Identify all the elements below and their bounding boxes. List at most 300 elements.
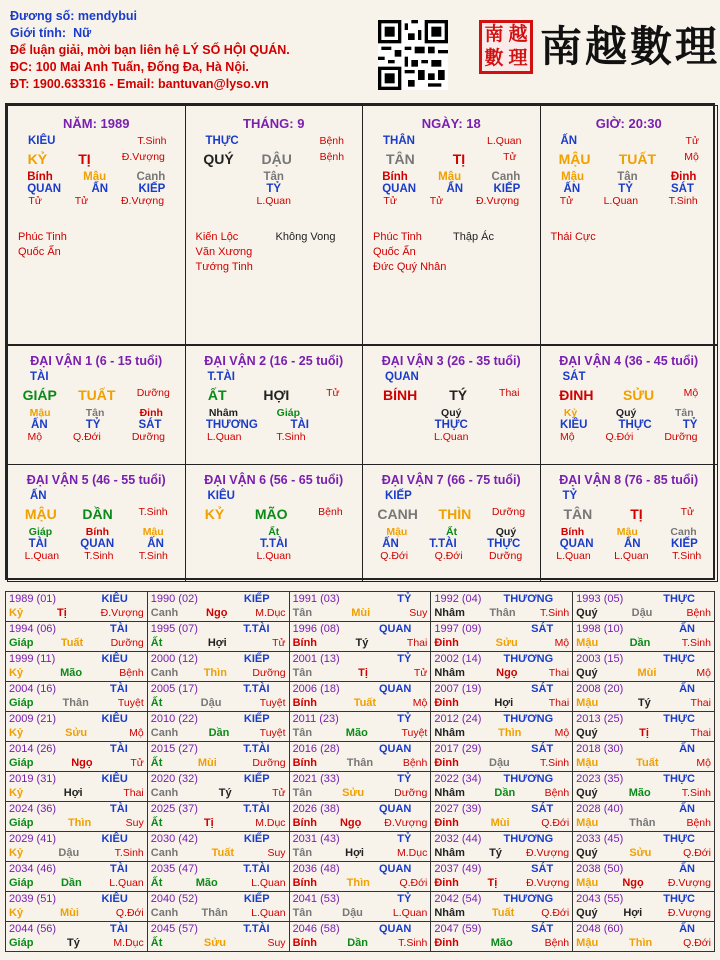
year-branch: Thìn [629, 937, 653, 949]
year-label: 2036 (48) [292, 863, 340, 875]
year-row [6, 772, 715, 802]
daivan-top [541, 490, 718, 502]
year-cell-bottom [151, 786, 286, 800]
year-cell-top [9, 922, 144, 936]
year-stem: Tân [292, 667, 313, 679]
year-stem: Bính [292, 877, 318, 889]
daivan-hidden-stem: Quý [441, 407, 462, 419]
daivan-god: TỶ [85, 419, 101, 431]
daivan-hidden-stem: Kỷ [563, 407, 578, 419]
year-stem: Nhâm [434, 727, 465, 739]
pillar-hidden-row [363, 171, 540, 183]
pillar-sub-row [541, 195, 718, 207]
year-label: 2032 (44) [434, 833, 482, 845]
year-label: 2043 (55) [576, 893, 624, 905]
year-god: T.TÀI [243, 683, 270, 695]
year-god: T.TÀI [243, 803, 270, 815]
year-cell [6, 862, 148, 892]
year-god: T.TÀI [243, 923, 270, 935]
daivan-top-god: ẤN [30, 490, 47, 502]
year-state: Tử [272, 787, 286, 799]
year-cell [431, 712, 573, 742]
year-label: 2018 (30) [576, 743, 624, 755]
year-cell-top [151, 772, 286, 786]
year-label: 2027 (39) [434, 803, 482, 815]
year-cell [289, 802, 431, 832]
pillar-extra: Không Vong [275, 231, 336, 243]
year-label: 2035 (47) [150, 863, 198, 875]
pillar-hidden-stem: Mậu [83, 171, 107, 183]
pillar-sub-row [363, 195, 540, 207]
pillar-box [362, 105, 541, 345]
pillar-top-state: Tử [685, 135, 699, 147]
year-cell-bottom [434, 636, 569, 650]
year-god: TÀI [110, 743, 128, 755]
year-god: QUAN [378, 803, 412, 815]
daivan-main-2: Thai [499, 387, 520, 399]
year-cell [147, 592, 289, 622]
year-stem: Mậu [576, 697, 599, 709]
daivan-sub-row [541, 550, 718, 562]
pillar-main-0: KỶ [27, 151, 48, 167]
year-stem: Canh [150, 727, 179, 739]
daivan-hidden-stem: Bính [85, 526, 110, 538]
daivan-top-god: QUAN [385, 371, 419, 383]
daivan-main-2: Bệnh [318, 506, 343, 518]
daivan-main-row [186, 387, 363, 403]
daivan-hidden-stem: Ất [268, 526, 280, 538]
daivan-sub-row [186, 550, 363, 562]
year-cell-bottom [9, 666, 144, 680]
daivan-hidden-stem: Giáp [28, 526, 53, 538]
year-branch: Hợi [207, 637, 227, 649]
year-cell-bottom [293, 846, 428, 860]
year-cell-top [293, 622, 428, 636]
year-cell-top [434, 712, 569, 726]
daivan-hidden-stem: Giáp [276, 407, 301, 419]
daivan-sub: L.Quan [24, 550, 60, 562]
year-branch: Mùi [59, 907, 79, 919]
year-label: 2006 (18) [292, 683, 340, 695]
year-cell-top [293, 682, 428, 696]
daivan-gods-row [186, 419, 363, 431]
year-state: M.Dục [113, 937, 144, 949]
daivan-main-2: T.Sinh [138, 506, 168, 518]
year-state: Tuyệt [117, 697, 144, 709]
star-item: Kiến Lộc [195, 231, 239, 243]
year-row [6, 652, 715, 682]
daivan-title: ĐẠI VẬN 8 (76 - 85 tuổi) [559, 473, 699, 487]
year-cell-top [151, 742, 286, 756]
daivan-box [540, 345, 719, 465]
daivan-top [186, 490, 363, 502]
year-god: T.TÀI [243, 863, 270, 875]
year-god: SÁT [531, 863, 554, 875]
year-cell [573, 592, 715, 622]
year-cell [147, 832, 289, 862]
year-god: ẤN [679, 923, 695, 935]
year-cell-bottom [576, 636, 711, 650]
daivan-hidden-row [8, 407, 185, 419]
year-cell-bottom [293, 906, 428, 920]
year-cell-bottom [9, 786, 144, 800]
daivan-sub: Q.Đới [73, 431, 101, 443]
year-god: SÁT [531, 683, 554, 695]
year-cell-bottom [576, 696, 711, 710]
year-label: 2044 (56) [9, 923, 57, 935]
year-label: 2004 (16) [9, 683, 57, 695]
year-god: THƯƠNG [503, 773, 554, 785]
year-cell [573, 832, 715, 862]
year-label: 2028 (40) [576, 803, 624, 815]
year-state: Bệnh [686, 817, 711, 829]
year-cell [147, 772, 289, 802]
year-god: TỶ [397, 773, 412, 785]
year-state: Tuyệt [401, 727, 428, 739]
pillar-box [185, 105, 364, 345]
year-god: THỰC [663, 653, 695, 665]
pillar-title: NĂM: 1989 [63, 116, 130, 131]
pillar-main-0: TÂN [385, 151, 415, 167]
year-state: Đ.Vượng [384, 817, 428, 829]
year-god: KIẾP [243, 833, 270, 845]
year-branch: Sửu [342, 787, 365, 799]
year-cell [6, 922, 148, 952]
year-branch: Mão [195, 877, 218, 889]
daivan-gods-row [541, 538, 718, 550]
year-god: THƯƠNG [503, 893, 554, 905]
year-cell-bottom [576, 846, 711, 860]
year-cell-top [576, 592, 711, 606]
year-state: Bệnh [402, 757, 428, 769]
year-branch: Mùi [637, 667, 657, 679]
daivan-god: QUAN [80, 538, 115, 550]
year-stem: Bính [292, 637, 318, 649]
year-god: THỰC [663, 893, 695, 905]
year-stem: Giáp [9, 877, 34, 889]
year-cell-top [151, 922, 286, 936]
year-branch: Tị [203, 817, 214, 829]
year-label: 1996 (08) [292, 623, 340, 635]
daivan-hidden-stem: Nhâm [208, 407, 239, 419]
daivan-top-god: KIẾP [385, 490, 412, 502]
year-stem: Nhâm [434, 907, 465, 919]
year-god: ẤN [679, 683, 695, 695]
year-cell-bottom [434, 816, 569, 830]
year-cell-bottom [151, 936, 286, 950]
pillar-sub-row [186, 195, 363, 207]
year-stem: Đinh [434, 697, 459, 709]
year-label: 2001 (13) [292, 653, 340, 665]
daivan-sub-row [186, 431, 363, 443]
year-stem: Tân [292, 607, 313, 619]
owner-name: Đương số: mendybui [10, 9, 137, 23]
year-label: 1998 (10) [576, 623, 624, 635]
year-stem: Quý [576, 607, 598, 619]
year-cell [289, 652, 431, 682]
year-cell [573, 922, 715, 952]
year-cell-bottom [151, 876, 286, 890]
daivan-sub-row [363, 431, 540, 443]
qr-code-icon [378, 20, 448, 90]
year-label: 2026 (38) [292, 803, 340, 815]
pillar-main-2: Bệnh [319, 151, 345, 163]
year-label: 2030 (42) [150, 833, 198, 845]
year-branch: Sửu [203, 937, 226, 949]
year-cell-bottom [576, 906, 711, 920]
year-cell [147, 862, 289, 892]
daivan-top-god: TÀI [30, 371, 49, 383]
daivan-sub-row [8, 431, 185, 443]
year-state: Dưỡng [252, 757, 286, 769]
year-state: Đ.Vượng [667, 907, 711, 919]
year-branch: Dần [347, 937, 368, 949]
year-state: Mộ [696, 667, 711, 679]
daivan-god: THƯƠNG [205, 419, 258, 431]
year-label: 2023 (35) [576, 773, 624, 785]
year-state: Q.Đới [683, 937, 711, 949]
year-label: 2048 (60) [576, 923, 624, 935]
year-branch: Tị [487, 877, 498, 889]
pillar-god: ẤN [563, 183, 581, 195]
year-cell [573, 862, 715, 892]
year-state: Q.Đới [541, 907, 570, 919]
year-branch: Thìn [346, 877, 370, 889]
year-cell-bottom [9, 726, 144, 740]
year-state: Suy [125, 817, 144, 829]
year-cell-bottom [434, 906, 569, 920]
year-god: KIÊU [101, 593, 128, 605]
daivan-main-row [541, 506, 718, 522]
star-item: Đức Quý Nhân [373, 261, 447, 273]
year-cell-top [293, 742, 428, 756]
year-state: Đ.Vượng [526, 847, 570, 859]
year-label: 1993 (05) [576, 593, 624, 605]
year-state: Q.Đới [399, 877, 428, 889]
year-stem: Canh [150, 607, 179, 619]
pillar-gods-row [8, 183, 185, 195]
year-stem: Canh [150, 667, 179, 679]
star-item: Quốc Ấn [18, 246, 61, 258]
daivan-main-1: THÌN [438, 506, 472, 522]
year-cell-top [9, 742, 144, 756]
daivan-hidden-stem: Ất [445, 526, 458, 538]
year-state: Bệnh [119, 667, 144, 679]
pillar-sub: L.Quan [603, 195, 639, 207]
year-cell-bottom [293, 816, 428, 830]
year-state: Tuyệt [259, 727, 286, 739]
daivan-title: ĐẠI VẬN 7 (66 - 75 tuổi) [381, 473, 521, 487]
year-cell [6, 622, 148, 652]
year-state: Q.Đới [683, 847, 711, 859]
year-cell-top [434, 772, 569, 786]
year-label: 2042 (54) [434, 893, 482, 905]
year-cell [289, 832, 431, 862]
pillar-stars [373, 230, 446, 275]
daivan-main-1: TUẤT [78, 387, 116, 403]
year-label: 2000 (12) [150, 653, 198, 665]
daivan-sub: L.Quan [256, 550, 291, 562]
year-cell [431, 892, 573, 922]
year-cell-top [293, 862, 428, 876]
year-stem: Đinh [434, 877, 459, 889]
year-branch: Mão [628, 787, 651, 799]
year-cell-bottom [151, 666, 286, 680]
year-god: QUAN [378, 743, 412, 755]
year-cell-bottom [151, 846, 286, 860]
daivan-sub-row [8, 550, 185, 562]
year-state: Bệnh [686, 607, 711, 619]
year-stem: Quý [576, 907, 598, 919]
year-label: 2011 (23) [292, 713, 339, 725]
year-cell-top [151, 712, 286, 726]
year-god: ẤN [679, 743, 695, 755]
daivan-main-row [8, 387, 185, 403]
year-god: THƯƠNG [503, 593, 554, 605]
daivan-title: ĐẠI VẬN 5 (46 - 55 tuổi) [26, 473, 166, 487]
year-cell-bottom [9, 876, 144, 890]
year-state: Suy [267, 847, 286, 859]
year-cell-bottom [434, 876, 569, 890]
year-stem: Canh [150, 907, 179, 919]
daivan-sub: L.Quan [206, 431, 242, 443]
year-cell-top [293, 832, 428, 846]
year-label: 2008 (20) [576, 683, 624, 695]
year-cell-top [434, 682, 569, 696]
year-branch: Thìn [203, 667, 227, 679]
year-label: 2025 (37) [150, 803, 198, 815]
year-state: Thai [690, 697, 711, 709]
year-cell-bottom [9, 846, 144, 860]
daivan-title: ĐẠI VẬN 3 (26 - 35 tuổi) [381, 354, 521, 368]
daivan-main-2: Tử [680, 506, 695, 518]
daivan-main-0: ĐINH [559, 387, 594, 403]
year-cell-bottom [151, 906, 286, 920]
year-cell-top [9, 592, 144, 606]
year-label: 1999 (11) [9, 653, 56, 665]
year-label: 1989 (01) [9, 593, 57, 605]
pillar-top-state: L.Quan [487, 135, 522, 147]
year-cell [147, 922, 289, 952]
year-cell-top [9, 892, 144, 906]
daivan-sub: Dưỡng [489, 550, 523, 562]
daivan-god: T.TÀI [429, 538, 457, 550]
year-god: KIÊU [101, 773, 128, 785]
pillar-main-2: Mộ [684, 151, 699, 163]
year-branch: Thìn [498, 727, 522, 739]
year-state: Thai [548, 667, 570, 679]
year-branch: Thân [201, 907, 228, 919]
year-branch: Thân [62, 697, 89, 709]
year-label: 2017 (29) [434, 743, 482, 755]
pillar-main-1: TUẤT [618, 151, 657, 167]
daivan-gods-row [363, 538, 540, 550]
year-cell-bottom [151, 696, 286, 710]
daivan-gods-row [541, 419, 718, 431]
year-branch: Tý [67, 937, 80, 949]
year-branch: Thân [346, 757, 374, 769]
year-cell [431, 862, 573, 892]
year-row [6, 742, 715, 772]
daivan-main-0: CANH [377, 506, 418, 522]
year-god: KIÊU [101, 653, 128, 665]
daivan-main-1: HỢI [263, 387, 290, 403]
pillar-top-row [541, 135, 718, 147]
pillar-hidden-stem: Đinh [670, 171, 697, 183]
pillar-top-state: Bệnh [319, 135, 344, 147]
year-stem: Kỷ [9, 847, 24, 859]
year-cell-bottom [434, 786, 569, 800]
year-branch: Dậu [58, 847, 80, 859]
year-label: 2007 (19) [434, 683, 482, 695]
year-cell-top [576, 802, 711, 816]
year-branch: Dần [494, 787, 516, 799]
pillar-main-2: Đ.Vượng [121, 151, 165, 163]
red-seal-stamp: 南 越 數 理 [479, 20, 533, 74]
daivan-title: ĐẠI VẬN 6 (56 - 65 tuổi) [204, 473, 344, 487]
daivan-god: ẤN [31, 419, 48, 431]
daivan-gods-row [363, 419, 540, 431]
daivan-gods-row [186, 538, 363, 550]
daivan-god: ẤN [147, 538, 164, 550]
daivan-hidden-stem: Canh [670, 526, 697, 538]
pillar-top-god: THỰC [205, 135, 239, 147]
daivan-main-2: Dưỡng [136, 387, 170, 399]
year-cell [6, 712, 148, 742]
year-label: 2003 (15) [576, 653, 624, 665]
year-label: 2040 (52) [150, 893, 198, 905]
pillar-sub: Tử [28, 195, 42, 207]
year-state: T.Sinh [114, 847, 144, 859]
year-state: Thai [690, 727, 711, 739]
year-branch: Ngọ [496, 667, 518, 679]
year-branch: Tị [639, 727, 649, 739]
year-state: Mộ [696, 757, 711, 769]
year-state: Mộ [554, 637, 570, 649]
year-cell-top [151, 652, 286, 666]
year-label: 2047 (59) [434, 923, 482, 935]
year-state: Q.Đới [115, 907, 144, 919]
year-cell-top [293, 802, 428, 816]
contact-note: Để luận giải, mời bạn liên hệ LÝ SỐ HỘI QUÁN. [10, 43, 290, 57]
daivan-title: ĐẠI VẬN 2 (16 - 25 tuổi) [204, 354, 344, 368]
year-stem: Mậu [576, 637, 599, 649]
year-branch: Tuất [60, 637, 84, 649]
year-state: Tuyệt [259, 697, 286, 709]
year-god: KIÊU [101, 893, 128, 905]
year-god: TÀI [110, 923, 128, 935]
year-stem: Kỷ [9, 907, 24, 919]
daivan-hidden-stem: Mậu [616, 526, 638, 538]
pillar-hidden-stem: Canh [136, 171, 166, 183]
year-stem: Giáp [9, 817, 34, 829]
pillar-hidden-stem: Mậu [438, 171, 462, 183]
daivan-god: TÀI [28, 538, 48, 550]
year-cell [6, 742, 148, 772]
year-cell-top [434, 862, 569, 876]
year-branch: Ngọ [206, 607, 228, 619]
year-stem: Tân [292, 907, 313, 919]
pillar-extra: Thập Ác [453, 231, 494, 243]
year-branch: Ngọ [622, 877, 644, 889]
year-god: THỰC [663, 833, 695, 845]
year-state: Tử [413, 667, 428, 679]
year-cell [431, 592, 573, 622]
year-cell-bottom [9, 906, 144, 920]
year-cell [289, 862, 431, 892]
year-label: 2021 (33) [292, 773, 340, 785]
year-row [6, 622, 715, 652]
